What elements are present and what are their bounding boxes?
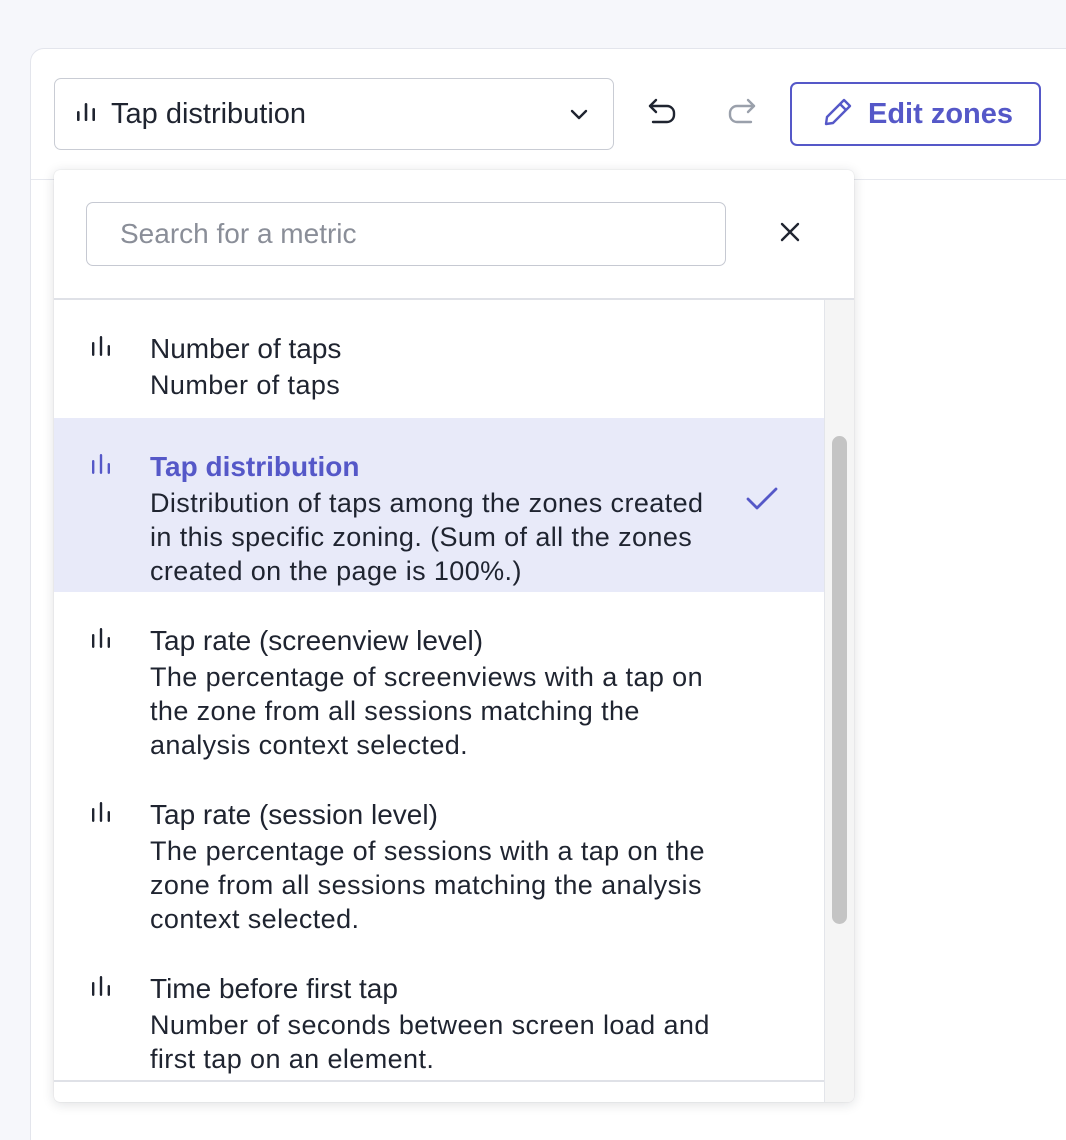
metric-description: Number of seconds between screen load and first tap on an element.: [150, 1010, 710, 1074]
pencil-icon: [822, 96, 854, 133]
metric-title: Tap rate (screenview level): [150, 625, 484, 656]
edit-zones-button[interactable]: [790, 82, 1041, 146]
list-bottom-divider: [54, 1080, 824, 1082]
bar-chart-icon: [75, 101, 97, 128]
metric-title: Number of taps: [150, 333, 342, 364]
bar-chart-icon: [90, 974, 112, 1003]
metric-description: The percentage of screenviews with a tap on the zone from all sessions matching the analysis context selected.: [150, 662, 704, 760]
search-input[interactable]: [87, 203, 725, 265]
metric-item-number-of-taps[interactable]: [54, 300, 824, 418]
selected-metric-label: Tap distribution: [111, 97, 307, 130]
close-icon: [778, 220, 802, 249]
undo-icon: [645, 95, 679, 134]
metric-selector[interactable]: [54, 78, 614, 150]
redo-button[interactable]: [716, 88, 768, 140]
metric-description: The percentage of sessions with a tap on the zone from all sessions matching the analysis context selected.: [150, 836, 705, 934]
metric-item-tap-rate-session[interactable]: [54, 766, 824, 940]
edit-zones-label: Edit zones: [868, 97, 1014, 130]
bar-chart-icon: [90, 334, 112, 363]
undo-button[interactable]: [636, 88, 688, 140]
metric-item-tap-distribution[interactable]: [54, 418, 824, 592]
metric-description: Distribution of taps among the zones created in this specific zoning. (Sum of all the zones created on the page is 100%.): [150, 488, 704, 586]
metric-item-time-before-first-tap[interactable]: [54, 940, 824, 1080]
metric-item-tap-rate-screenview[interactable]: [54, 592, 824, 766]
metric-title: Tap distribution: [150, 451, 360, 482]
chevron-down-icon: [565, 100, 593, 128]
metric-title: Tap rate (session level): [150, 799, 438, 830]
metric-title: Time before first tap: [150, 973, 398, 1004]
bar-chart-icon: [90, 452, 112, 481]
scrollbar-track[interactable]: [824, 300, 854, 1102]
metric-description: Number of taps: [150, 370, 341, 400]
scrollbar-thumb[interactable]: [832, 436, 847, 924]
search-field[interactable]: [86, 202, 726, 266]
bar-chart-icon: [90, 626, 112, 655]
bar-chart-icon: [90, 800, 112, 829]
metric-dropdown: [54, 170, 854, 1102]
redo-icon: [725, 95, 759, 134]
checkmark-icon: [744, 484, 780, 519]
close-button[interactable]: [770, 214, 810, 254]
metric-list: [54, 300, 824, 1080]
